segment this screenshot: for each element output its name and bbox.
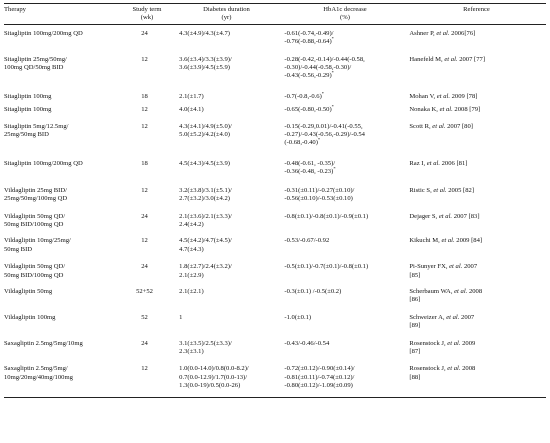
- study-term-cell: 24: [141, 29, 148, 37]
- significance-marker: *: [331, 36, 334, 42]
- significance-marker: *: [321, 90, 325, 96]
- reference-cell: [400, 56, 546, 81]
- reference-etal: et al.: [447, 339, 461, 347]
- reference-cell: [400, 123, 546, 148]
- reference-author: Schweizer A,: [409, 313, 447, 321]
- reference-etal: et al.: [446, 313, 460, 321]
- study-term-cell: 12: [141, 186, 148, 194]
- therapy-cell: Sitagliptin 5mg/12.5mg/ 25mg/50mg BID: [4, 122, 69, 139]
- significance-marker: *: [331, 70, 334, 76]
- diabetes-duration-cell: 1.0(0.0-14.0)/0.8(0.0-8.2)/ 0.7(0.0-12.9)/1.7(0.0-13)/ 1.3(0.0-19)/0.5(0.0-26): [179, 365, 249, 390]
- reference-author: Scherbaum WA,: [409, 287, 455, 295]
- hba1c-cell: -0.3(±0.1) /-0.5(±0.2): [284, 287, 342, 295]
- reference-cell: [400, 365, 546, 390]
- reference-etal: et al.: [433, 186, 447, 194]
- therapy-cell: Saxagliptin 2.5mg/5mg/10mg: [4, 339, 83, 347]
- study-term-cell: 12: [141, 365, 148, 373]
- reference-year: 2006[76]: [449, 29, 476, 37]
- reference-etal: et al.: [438, 212, 453, 220]
- reference-etal: et al.: [432, 122, 446, 130]
- table-row: [4, 47, 546, 81]
- therapy-cell: Vildagliptin 50mg: [4, 287, 53, 295]
- header-diabetes-duration: Diabetes duration (yr): [203, 6, 250, 22]
- reference-cell: [400, 288, 546, 305]
- reference-year: 2008 [86]: [409, 287, 483, 304]
- reference-etal: et al.: [454, 287, 468, 295]
- reference-cell: [400, 93, 546, 101]
- study-term-cell: 24: [141, 263, 148, 271]
- reference-etal: et al.: [436, 29, 450, 37]
- reference-cell: [400, 314, 546, 331]
- reference-year: 2007 [89]: [409, 313, 475, 330]
- dpp4-inhibitor-table: [4, 3, 546, 398]
- hba1c-cell: -0.8(±0.1)/-0.8(±0.1)/-0.9(±0.1): [284, 212, 369, 220]
- study-term-cell: 52: [141, 313, 148, 321]
- table-row: [4, 331, 546, 357]
- study-term-cell: 24: [141, 212, 148, 220]
- reference-etal: et al.: [444, 55, 458, 63]
- reference-cell: [400, 237, 546, 254]
- therapy-cell: Vildagliptin 100mg: [4, 313, 56, 321]
- reference-etal: et al.: [449, 263, 463, 271]
- study-term-cell: 12: [141, 106, 148, 114]
- table-row: [4, 81, 546, 101]
- reference-author: Rosenstock J,: [409, 365, 448, 373]
- reference-year: 2008 [88]: [409, 365, 476, 381]
- header-hba1c-decrease: HbA1c decrease (%): [323, 6, 367, 22]
- reference-etal: et al.: [441, 237, 455, 245]
- study-term-cell: 24: [141, 339, 148, 347]
- reference-year: 2009 [78]: [449, 92, 478, 100]
- hba1c-cell: -0.15(-0.29,0.01)/-0.41(-0.55, -0.27)/-0.43(-0.56,-0.29)/-0.54 (-0.68,-0.40)*: [284, 122, 365, 147]
- reference-author: Nonaka K,: [409, 106, 440, 114]
- table-row: [4, 356, 546, 390]
- table-row: [4, 229, 546, 254]
- reference-etal: et al.: [426, 159, 440, 167]
- table-row: [4, 25, 546, 47]
- therapy-cell: Sitagliptin 25mg/50mg/ 100mg QD/50mg BID: [4, 55, 67, 72]
- therapy-cell: Sitagliptin 100mg/200mg QD: [4, 29, 83, 37]
- reference-year: 2007 [83]: [452, 212, 480, 220]
- reference-year: 2007 [85]: [409, 263, 478, 279]
- reference-cell: [400, 160, 546, 177]
- table-row: [4, 254, 546, 280]
- table-body: [4, 25, 546, 397]
- hba1c-cell: -0.28(-0.42,-0.14)/-0.44(-0.58, -0.30)/-0.44(-0.58,-0.30)/ -0.43(-0.56,-0.29)*: [284, 55, 365, 80]
- reference-cell: [400, 263, 546, 280]
- table-row: [4, 101, 546, 114]
- bottom-rule: [4, 397, 546, 398]
- therapy-cell: Vildagliptin 25mg BID/ 25mg/50mg/100mg QD: [4, 186, 68, 203]
- hba1c-cell: -0.43/-0.46/-0.54: [284, 339, 330, 347]
- study-term-cell: 12: [141, 122, 148, 130]
- diabetes-duration-cell: 2.1(±3.6)/2.1(±3.3)/ 2.4(±4.2): [179, 212, 232, 228]
- reference-author: Ristic S,: [409, 186, 434, 194]
- table-row: [4, 177, 546, 204]
- reference-cell: [400, 213, 546, 230]
- therapy-cell: Vildagliptin 50mg QD/ 50mg BID/100mg QD: [4, 212, 66, 228]
- header-reference: Reference: [463, 6, 490, 13]
- reference-author: Raz I,: [409, 159, 427, 167]
- reference-cell: [400, 340, 546, 357]
- reference-year: 2007 [77]: [457, 55, 486, 63]
- hba1c-cell: -0.53/-0.67/-0.92: [284, 237, 330, 245]
- reference-author: Hanefeld M,: [409, 55, 445, 63]
- hba1c-cell: -0.65(-0.80,-0.50)*: [284, 104, 334, 114]
- diabetes-duration-cell: 4.5(±4.3)/4.5(±3.9): [179, 159, 230, 167]
- diabetes-duration-cell: 4.0(±4.1): [179, 106, 204, 114]
- reference-etal: et al.: [436, 92, 450, 100]
- reference-year: 2009 [87]: [409, 339, 476, 355]
- reference-year: 2009 [84]: [454, 237, 483, 245]
- study-term-cell: 52+52: [136, 287, 153, 295]
- reference-cell: [400, 106, 546, 114]
- reference-year: 2007 [80]: [445, 122, 473, 130]
- hba1c-cell: -0.48(-0.61, -0.35)/ -0.36(-0.48, -0.23)*: [284, 159, 336, 176]
- diabetes-duration-cell: 4.3(±4.9)/4.3(±4.7): [179, 29, 230, 37]
- reference-author: Ashner P,: [409, 29, 437, 37]
- hba1c-cell: -0.7(-0.8,-0.6)*: [284, 90, 325, 100]
- reference-cell: [400, 187, 546, 204]
- reference-year: 2005 [82]: [446, 186, 475, 194]
- reference-author: Scott R,: [409, 122, 433, 130]
- therapy-cell: Sitagliptin 100mg: [4, 106, 52, 114]
- table-header: [4, 4, 546, 24]
- diabetes-duration-cell: 2.1(±1.7): [179, 92, 204, 100]
- reference-etal: et al.: [439, 106, 453, 114]
- therapy-cell: Vildagliptin 50mg QD/ 50mg BID/100mg QD: [4, 263, 66, 279]
- table-row: [4, 115, 546, 148]
- reference-author: Rosenstock J,: [409, 339, 448, 347]
- diabetes-duration-cell: 3.2(±3.8)/3.1(±5.1)/ 2.7(±3.2)/3.0(±4.2): [179, 186, 232, 203]
- therapy-cell: Saxagliptin 2.5mg/5mg/ 10mg/20mg/40mg/100mg: [4, 365, 73, 381]
- therapy-cell: Sitagliptin 100mg: [4, 92, 52, 100]
- significance-marker: *: [317, 137, 321, 143]
- study-term-cell: 18: [141, 92, 148, 100]
- study-term-cell: 18: [141, 159, 148, 167]
- diabetes-duration-cell: 3.6(±3.4)/3.3(±3.9)/ 3.6(±3.9)/4.5(±5.9): [179, 55, 232, 72]
- header-therapy: Therapy: [4, 6, 26, 13]
- table-row: [4, 148, 546, 177]
- hba1c-cell: -0.31(±0.11)/-0.27(±0.10)/ -0.56(±0.10)/-0.53(±0.10): [284, 186, 355, 203]
- diabetes-duration-cell: 4.3(±4.1)/4.9(±5.0)/ 5.0(±5.2)/4.2(±4.0): [179, 122, 232, 139]
- header-study-term: Study term (wk): [132, 6, 162, 22]
- significance-marker: *: [331, 104, 334, 110]
- diabetes-duration-cell: 4.5(±4.2)/4.7(±4.5)/ 4.7(±4.3): [179, 237, 232, 253]
- reference-cell: [400, 30, 546, 47]
- reference-author: Dejager S,: [409, 212, 439, 220]
- therapy-cell: Sitagliptin 100mg/200mg QD: [4, 159, 83, 167]
- hba1c-cell: -1.0(±0.1): [284, 313, 312, 321]
- reference-etal: et al.: [447, 365, 461, 373]
- hba1c-cell: -0.61(-0.74,-0.49)/ -0.76(-0.88,-0.64)*: [284, 29, 334, 46]
- study-term-cell: 12: [141, 55, 148, 63]
- diabetes-duration-cell: 3.1(±3.5)/2.5(±3.3)/ 2.3(±3.1): [179, 339, 232, 355]
- diabetes-duration-cell: 1.8(±2.7)/2.4(±3.2)/ 2.1(±2.9): [179, 263, 232, 279]
- table-row: [4, 305, 546, 331]
- therapy-cell: Vildagliptin 10mg/25mg/ 50mg BID: [4, 237, 71, 253]
- table-row: [4, 280, 546, 305]
- diabetes-duration-cell: 2.1(±2.1): [179, 287, 204, 295]
- table-row: [4, 204, 546, 230]
- reference-author: Pi-Sunyer FX,: [409, 263, 450, 271]
- reference-year: 2006 [81]: [439, 159, 468, 167]
- diabetes-duration-cell: 1: [179, 313, 183, 321]
- reference-year: 2008 [79]: [452, 106, 481, 114]
- reference-author: Kikuchi M,: [409, 237, 442, 245]
- reference-author: Mohan V,: [409, 92, 437, 100]
- study-term-cell: 12: [141, 237, 148, 245]
- hba1c-cell: -0.5(±0.1)/-0.7(±0.1)/-0.8(±0.1): [284, 263, 369, 271]
- hba1c-cell: -0.72(±0.12)/-0.90(±0.14)/ -0.81(±0.11)/-0.74(±0.12)/ -0.80(±0.12)/-1.09(±0.09): [284, 365, 355, 390]
- significance-marker: *: [333, 166, 336, 172]
